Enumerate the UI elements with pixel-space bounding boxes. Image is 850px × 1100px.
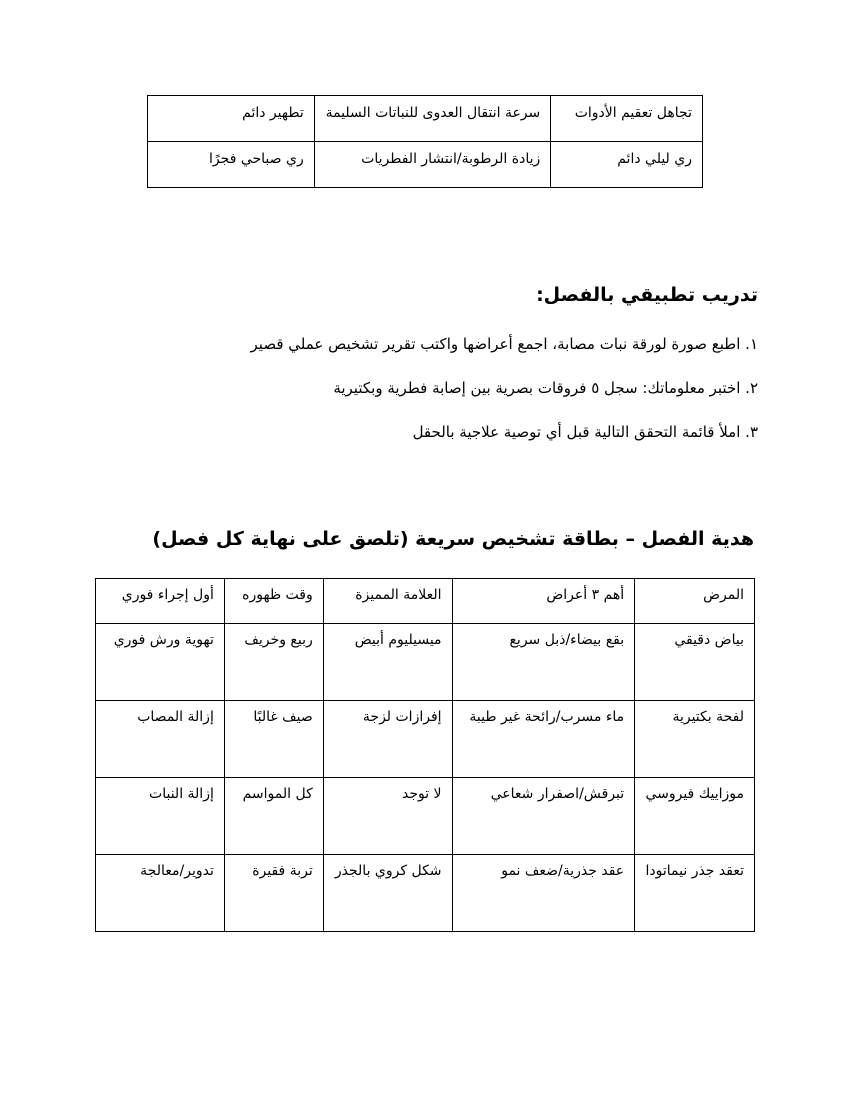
table-cell: ميسيليوم أبيض [323,624,452,701]
table-cell: لفحة بكتيرية [635,701,755,778]
table-header-cell: أول إجراء فوري [96,579,225,624]
exercise-heading: تدريب تطبيقي بالفصل: [536,284,758,306]
list-item: ٣. املأ قائمة التحقق التالية قبل أي توصية علاجية بالحقل [412,423,758,441]
table-cell: تهوية ورش فوري [96,624,225,701]
table-row [96,701,755,778]
table-row [148,96,703,142]
table-header-cell: وقت ظهوره [224,579,323,624]
list-item: ١. اطبع صورة لورقة نبات مصابة، اجمع أعراضها واكتب تقرير تشخيص عملي قصير [250,335,758,353]
table-cell: زيادة الرطوبة/انتشار الفطريات [314,142,551,188]
table-cell: تطهير دائم [148,96,315,142]
table-row [96,624,755,701]
table-cell: موزاييك فيروسي [635,778,755,855]
table-header-cell: المرض [635,579,755,624]
table-cell: تعقد جذر نيماتودا [635,855,755,932]
table-row [96,778,755,855]
table-row [148,142,703,188]
table-header-row [96,579,755,624]
table-header-cell: العلامة المميزة [323,579,452,624]
table-cell: سرعة انتقال العدوى للنباتات السليمة [314,96,551,142]
list-item: ٢. اختبر معلوماتك: سجل ٥ فروقات بصرية بين إصابة فطرية وبكتيرية [333,379,758,397]
table-cell: ري ليلي دائم [551,142,703,188]
table-cell: ربيع وخريف [224,624,323,701]
table-row [96,855,755,932]
table-cell: بقع بيضاء/ذبل سريع [452,624,635,701]
table-cell: تربة فقيرة [224,855,323,932]
table-cell: تجاهل تعقيم الأدوات [551,96,703,142]
table-cell: عقد جذرية/ضعف نمو [452,855,635,932]
table-cell: تدوير/معالجة [96,855,225,932]
table-cell: إفرازات لزجة [323,701,452,778]
table-cell: ري صباحي فجرًا [148,142,315,188]
table-cell: إزالة النبات [96,778,225,855]
mistakes-table [147,95,703,188]
table-cell: بياض دقيقي [635,624,755,701]
gift-card-heading: هدية الفصل – بطاقة تشخيص سريعة (تلصق على نهاية كل فصل) [152,528,754,550]
table-cell: لا توجد [323,778,452,855]
exercise-list [78,324,758,456]
table-cell: كل المواسم [224,778,323,855]
table-cell: صيف غالبًا [224,701,323,778]
table-cell: إزالة المصاب [96,701,225,778]
table-header-cell: أهم ٣ أعراض [452,579,635,624]
table-cell: ماء مسرب/رائحة غير طيبة [452,701,635,778]
table-cell: تبرقش/اصفرار شعاعي [452,778,635,855]
diagnosis-card-table [95,578,755,932]
table-cell: شكل كروي بالجذر [323,855,452,932]
